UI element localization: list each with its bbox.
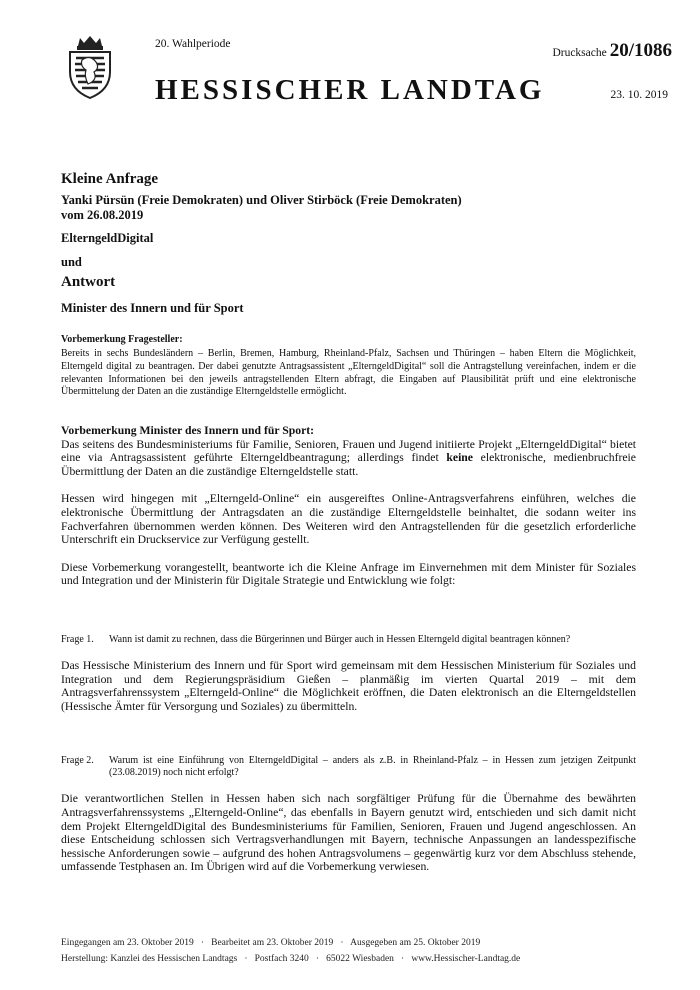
question-1-text-row xyxy=(61,634,636,646)
document-topic: ElterngeldDigital xyxy=(61,231,154,245)
drucksache-number: 20/1086 xyxy=(609,40,672,61)
preliminary-questioner-section xyxy=(61,333,636,399)
preliminary-questioner-text: Bereits in sechs Bundesländern – Berlin, Bremen, Hamburg, Rheinland-Pfalz, Sachsen und Thüringen – haben Eltern die Möglichkeit, Elterngeld digital zu beantragen. Der dabei genutzte Antragsassistent „ElterngeldDigital“ soll die Antragstellung vereinfachen, indem er die relevanten Informationen bei den jeweils antragstellenden Eltern abfragt, die Eingaben auf Plausibilität prüft und eine elektronische Übermittelung der Daten an die zuständige Elterngeldstelle ermöglicht. xyxy=(61,348,636,398)
p1-bold-text: keine xyxy=(446,451,473,465)
document-date: 23. 10. 2019 xyxy=(610,89,668,101)
question-1-number: Frage 1. xyxy=(61,634,94,645)
drucksache-label: Drucksache xyxy=(552,47,607,59)
drucksache xyxy=(552,40,672,62)
preliminary-minister-label: Vorbemerkung Minister des Innern und für Sport: xyxy=(61,424,315,437)
preliminary-questioner-label: Vorbemerkung Fragesteller: xyxy=(61,334,183,345)
hessen-crest-logo xyxy=(62,36,118,100)
answering-minister: Minister des Innern und für Sport xyxy=(61,301,244,315)
p1-text-after: elektronische, medienbruchfreie Übermittlung der Daten an die zuständige Elterngeldstelle statt. xyxy=(61,451,636,478)
document-kind: Kleine Anfrage xyxy=(61,171,159,187)
preliminary-minister-p1 xyxy=(61,438,636,479)
question-1 xyxy=(61,634,636,714)
answer-1-text: Das Hessische Ministerium des Innern und für Sport wird gemeinsam mit dem Hessischen Ministerium für Soziales und Integration und dem Regierungspräsidium Gießen – planmäßig im vierten Quartal 2019 – mit dem Antragsverfahrenssystem „Elterngeld-Online“ die Möglichkeit eröffnen, die Daten elektronisch an die Elterngeldstellen (Hessische Ämter für Versorgung und Soziales) zu übermitteln. xyxy=(61,659,636,713)
question-1-text: Wann ist damit zu rechnen, dass die Bürgerinnen und Bürger auch in Hessen Elterngeld digital beantragen können? xyxy=(109,634,571,645)
preliminary-minister-p3: Diese Vorbemerkung vorangestellt, beantworte ich die Kleine Anfrage im Einvernehmen mit dem Minister für Soziales und Integration und der Ministerin für Digitale Strategie und Entwicklung wie folgt: xyxy=(61,560,636,588)
document-heading xyxy=(61,171,661,316)
question-2 xyxy=(61,755,636,874)
question-2-number: Frage 2. xyxy=(61,755,94,766)
footer-dates: Eingegangen am 23. Oktober 2019 · Bearbeitet am 23. Oktober 2019 · Ausgegeben am 25. Oktober 2019 xyxy=(61,938,481,948)
question-2-text: Warum ist eine Einführung von ElterngeldDigital – anders als z.B. in Rheinland-Pfalz – in Hessen zum jetzigen Zeitpunkt (23.08.2019) noch nicht erfolgt? xyxy=(109,755,636,779)
preliminary-minister-p2: Hessen wird hingegen mit „Elterngeld-Online“ ein ausgereiftes Online-Antragsverfahrens einführen, welches die elektronische Übermittlung der Antragsdaten an die zuständige Elterngeldstelle beinhaltet, die sodann weiter ins Fachverfahren übernommen werden können. Des Weiteren wird den Antragstellenden für die gesetzlich erforderliche Unterschrift ein Druckservice zur Verfügung gestellt. xyxy=(61,492,636,547)
answer-2-text: Die verantwortlichen Stellen in Hessen haben sich nach sorgfältiger Prüfung für die Übernahme des bewährten Antragsverfahrenssystems „Elterngeld-Online“, das ebenfalls in Bayern genutzt wird, entschieden und sich damit nicht dem Projekt ElterngeldDigital des Bundesministeriums für Familien, Senioren, Frauen und Jugend angeschlossen. An diese Entscheidung schlossen sich Vertragsverhandlungen mit Bayern, technische Anpassungen an landesspezifische hessische Anforderungen sowie – aufgrund des hohen Antragsvolumens – gegenwärtig kurz vor dem Abschluss stehende, umfassende Testphasen an. Im Übrigen wird auf die Vorbemerkung verwiesen. xyxy=(61,792,636,874)
document-authors: Yanki Pürsün (Freie Demokraten) und Oliver Stirböck (Freie Demokraten) xyxy=(61,193,462,207)
question-2-text-row xyxy=(61,755,636,779)
p1-text-before: Das seitens des Bundesministeriums für Familie, Senioren, Frauen und Jugend initiierte Projekt „ElterngeldDigital“ bietet eine via Antragsassistent geführte Elterngeldbeantragung; allerdings findet xyxy=(61,437,636,465)
legislative-period: 20. Wahlperiode xyxy=(155,38,231,50)
document-und: und xyxy=(61,255,82,269)
answer-label: Antwort xyxy=(61,274,116,290)
footer-imprint: Herstellung: Kanzlei des Hessischen Landtags · Postfach 3240 · 65022 Wiesbaden · www.Hessischer-Landtag.de xyxy=(61,954,521,964)
preliminary-minister-section xyxy=(61,424,636,588)
parliament-title: HESSISCHER LANDTAG xyxy=(155,74,545,106)
document-authors-date: vom 26.08.2019 xyxy=(61,208,144,222)
